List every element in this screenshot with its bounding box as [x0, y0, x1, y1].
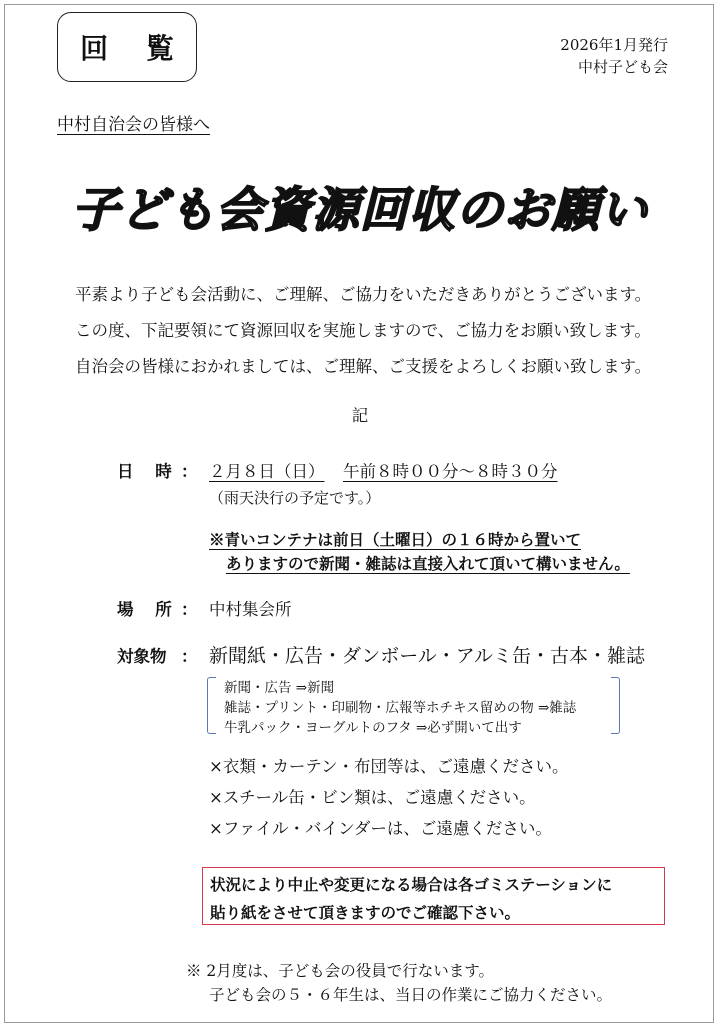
- intro-line-2: この度、下記要領にて資源回収を実施しますので、ご協力をお願い致します。: [75, 321, 651, 340]
- datetime-note: （雨天決行の予定です。）: [209, 489, 381, 507]
- kairan-label: 回 覧: [57, 12, 197, 82]
- place-colon: ：: [181, 600, 198, 619]
- items-label: 対象物: [117, 647, 167, 666]
- issuer: 中村子ども会: [577, 58, 668, 76]
- items-sub-3: 牛乳パック・ヨーグルトのフタ ⇒必ず開いて出す: [224, 720, 522, 736]
- excluded-3: ×ファイル・バインダーは、ご遠慮ください。: [209, 819, 552, 838]
- issue-date: 2026年1月発行: [560, 36, 668, 54]
- excluded-1: ×衣類・カーテン・布団等は、ご遠慮ください。: [209, 757, 569, 776]
- footer-line-1: ※ 2月度は、子ども会の役員で行ないます。: [186, 962, 495, 980]
- container-note-1: ※青いコンテナは前日（土曜日）の１６時から置いて: [209, 530, 582, 549]
- place-label: 場 所: [117, 600, 180, 619]
- bracket-left: [207, 677, 216, 734]
- excluded-2: ×スチール缶・ビン類は、ご遠慮ください。: [209, 788, 536, 807]
- page-title: 子ども会資源回収のお願い: [72, 183, 648, 238]
- items-sub-1: 新聞・広告 ⇒新聞: [224, 680, 335, 696]
- items-colon: ：: [181, 647, 198, 666]
- ki-heading: 記: [351, 406, 369, 425]
- notice-line-1: 状況により中止や変更になる場合は各ゴミステーションに: [210, 875, 613, 894]
- issue-info: [560, 34, 668, 78]
- items-value: 新聞紙・広告・ダンボール・アルミ缶・古本・雑誌: [209, 645, 646, 667]
- datetime-colon: ：: [181, 462, 198, 481]
- items-sub-2: 雑誌・プリント・印刷物・広報等ホチキス留めの物 ⇒雑誌: [224, 700, 577, 716]
- datetime-date: ２月８日（日）: [209, 462, 325, 481]
- bracket-right: [611, 677, 620, 734]
- container-note-2: ありますので新聞・雑誌は直接入れて頂いて構いません。: [226, 554, 630, 573]
- intro-line-3: 自治会の皆様におかれましては、ご理解、ご支援をよろしくお願い致します。: [75, 357, 652, 376]
- datetime-label: 日 時: [117, 462, 180, 481]
- notice-line-2: 貼り紙をさせて頂きますのでご確認下さい。: [210, 903, 521, 922]
- footer-line-2: 子ども会の５・６年生は、当日の作業にご協力ください。: [209, 986, 613, 1004]
- intro-line-1: 平素より子ども会活動に、ご理解、ご協力をいただきありがとうございます。: [75, 285, 652, 304]
- place-value: 中村集会所: [209, 600, 292, 619]
- datetime-time: 午前８時００分～８時３０分: [343, 462, 558, 481]
- recipient: 中村自治会の皆様へ: [57, 115, 210, 135]
